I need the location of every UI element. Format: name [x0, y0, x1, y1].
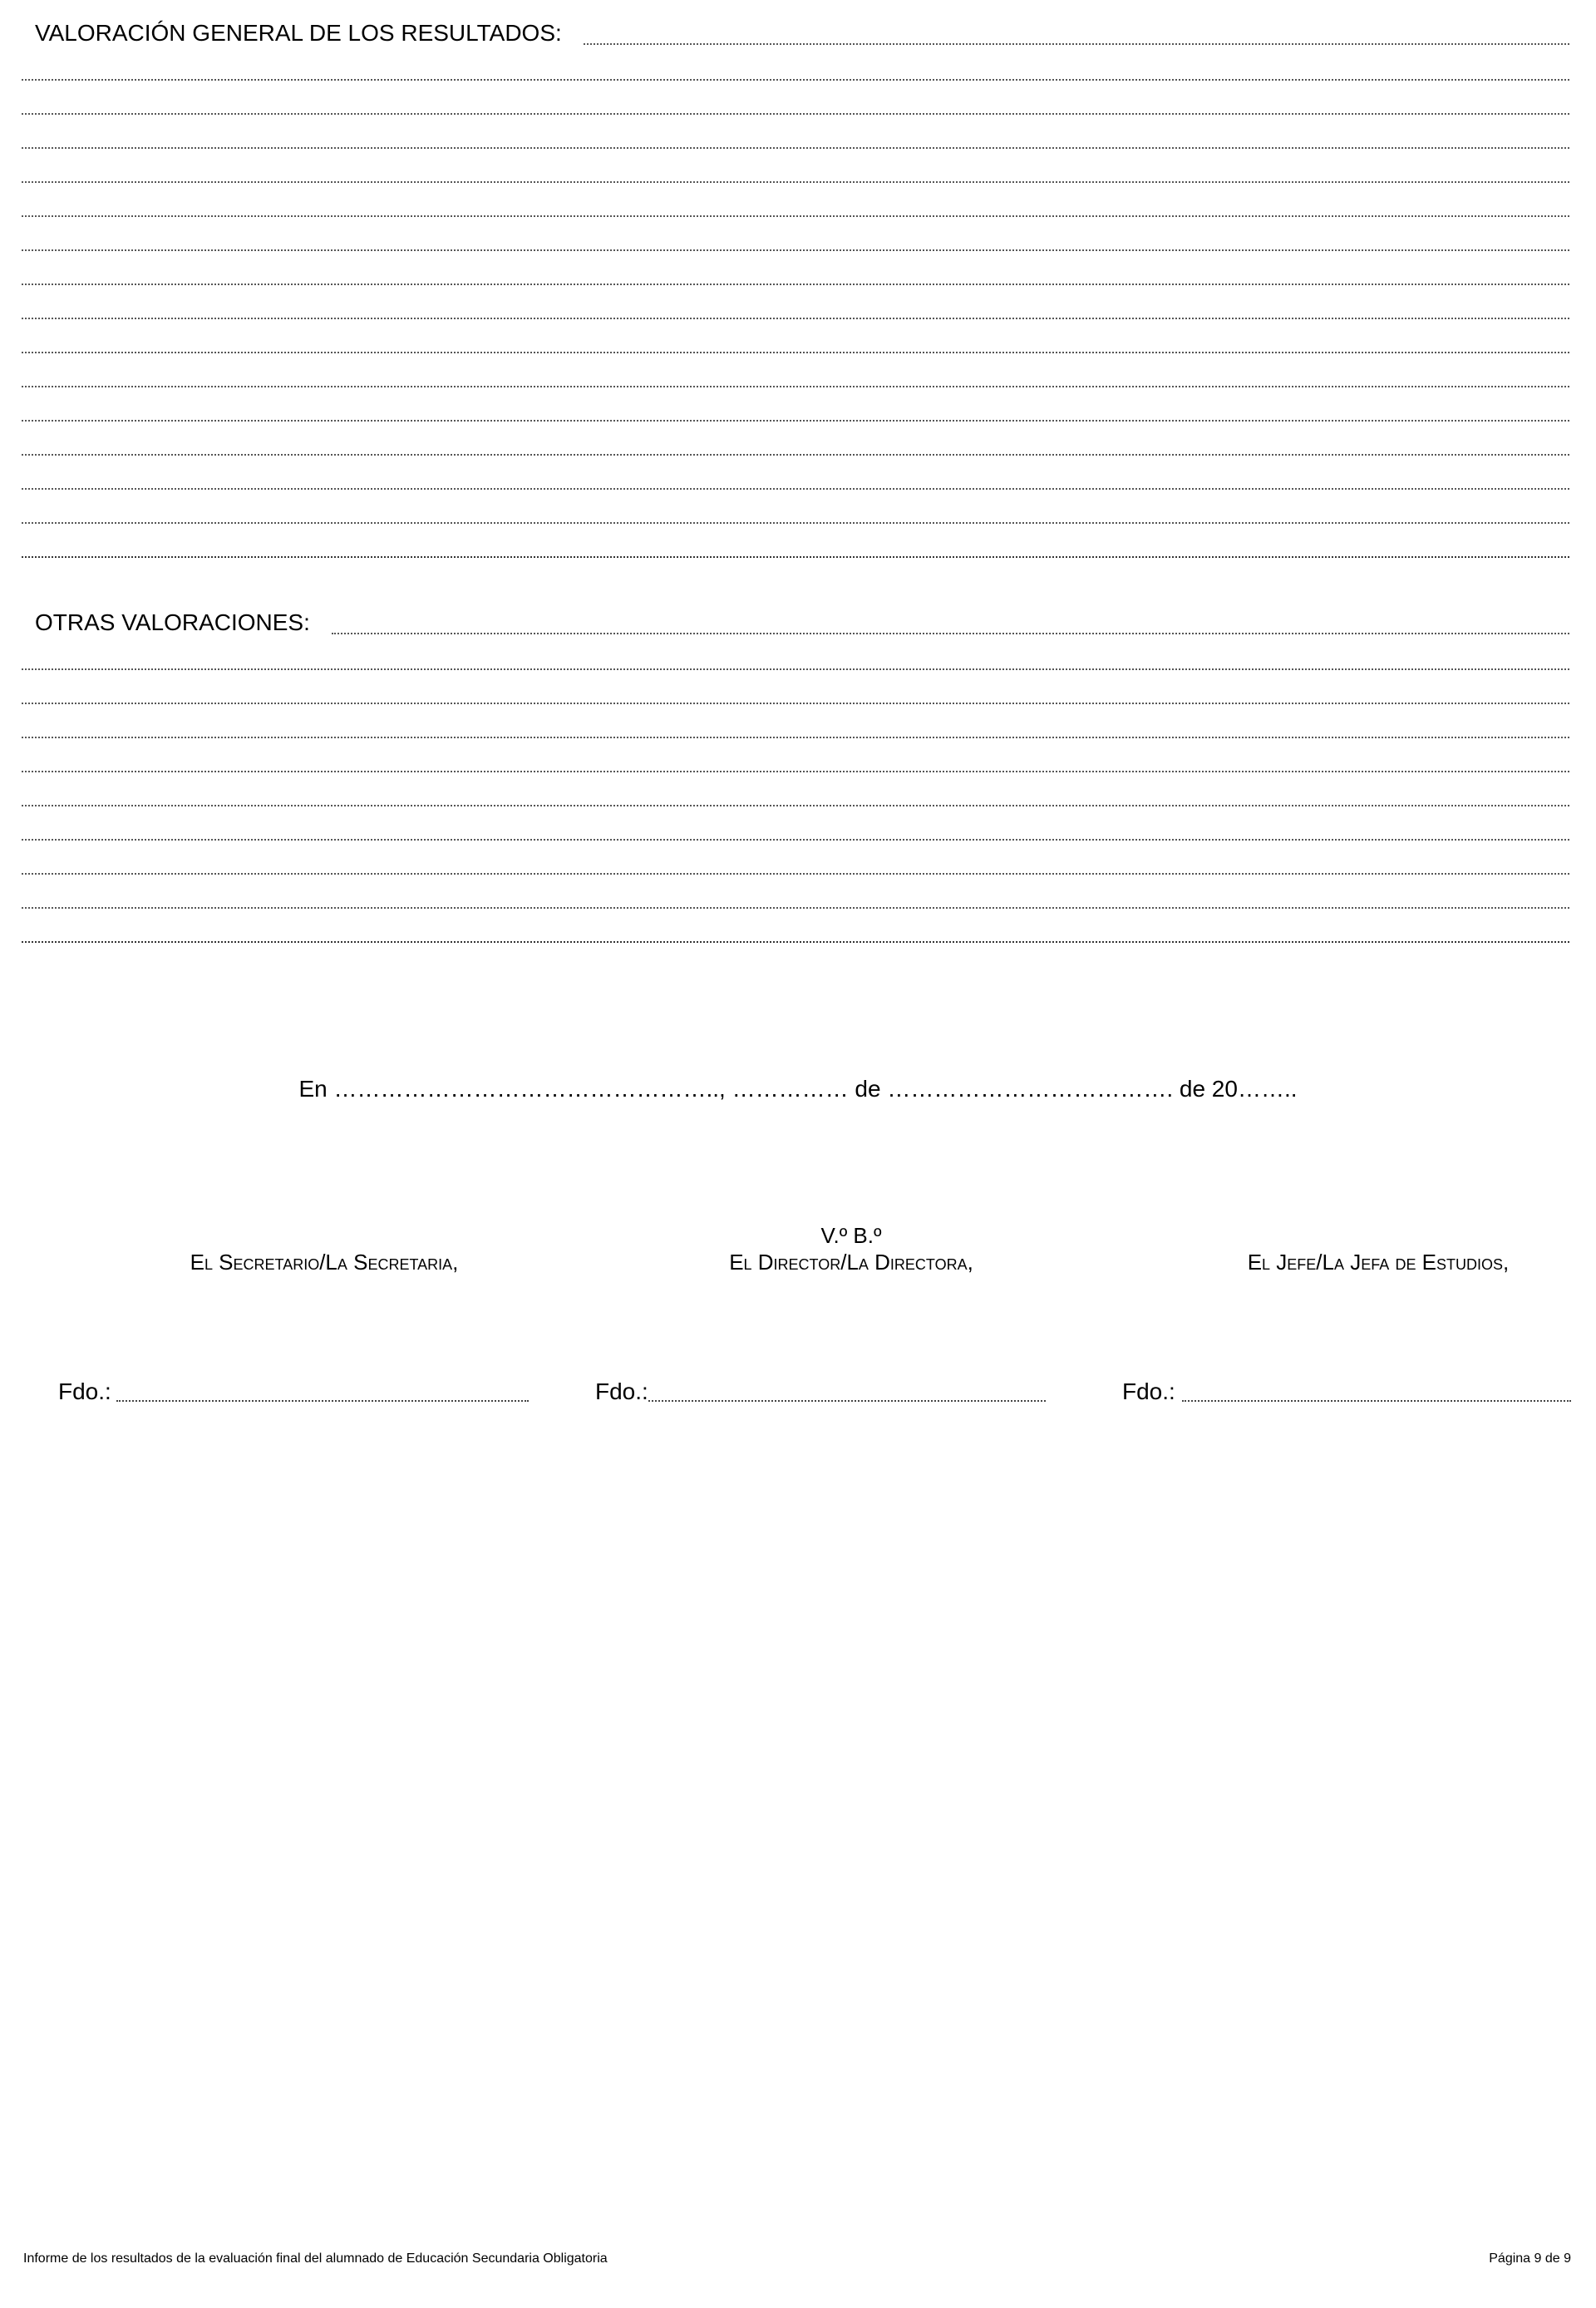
writing-line[interactable] — [22, 841, 1569, 875]
secretary-signature-block — [125, 1249, 524, 1275]
general-assessment-heading: VALORACIÓN GENERAL DE LOS RESULTADOS: — [35, 20, 562, 46]
writing-line[interactable] — [22, 217, 1569, 251]
general-assessment-section — [22, 10, 1569, 558]
writing-line[interactable] — [22, 149, 1569, 183]
writing-line[interactable] — [22, 875, 1569, 909]
writing-line[interactable] — [22, 115, 1569, 149]
writing-line[interactable] — [22, 456, 1569, 490]
writing-line[interactable] — [22, 47, 1569, 81]
other-assessments-section — [22, 599, 1569, 943]
footer-document-title: Informe de los resultados de la evaluación final del alumnado de Educación Secundaria Obligatoria — [23, 2251, 608, 2266]
other-assessments-heading-fill[interactable] — [332, 633, 1569, 634]
secretary-fdo-label: Fdo.: — [58, 1378, 111, 1404]
director-vb-label: V.º B.º — [820, 1223, 882, 1248]
writing-line[interactable] — [22, 738, 1569, 772]
writing-line[interactable] — [22, 81, 1569, 115]
head-of-studies-signature-line[interactable] — [1182, 1400, 1571, 1402]
director-fdo-label: Fdo.: — [595, 1378, 648, 1404]
writing-line[interactable] — [22, 251, 1569, 285]
head-of-studies-fdo-label: Fdo.: — [1122, 1378, 1175, 1404]
writing-line[interactable] — [22, 387, 1569, 422]
head-of-studies-title: El Jefe/La Jefa de Estudios, — [1247, 1250, 1510, 1275]
writing-line[interactable] — [22, 490, 1569, 524]
writing-line[interactable] — [22, 285, 1569, 319]
head-of-studies-signature-block — [1179, 1249, 1578, 1275]
other-assessments-lines — [22, 636, 1569, 943]
director-signature-block — [652, 1222, 1051, 1275]
writing-line[interactable] — [22, 806, 1569, 841]
secretary-signature-line[interactable] — [116, 1400, 529, 1402]
writing-line[interactable] — [22, 636, 1569, 670]
secretary-title: El Secretario/La Secretaria, — [190, 1250, 459, 1275]
other-assessments-heading: OTRAS VALORACIONES: — [35, 609, 310, 635]
writing-line[interactable] — [22, 353, 1569, 387]
general-assessment-lines — [22, 47, 1569, 558]
secretary-fdo — [58, 1378, 529, 1405]
writing-line[interactable] — [22, 670, 1569, 704]
place-date-line: En ………………………………………….., …………… de ………………………………. de 20…….. — [298, 1076, 1298, 1102]
writing-line[interactable] — [22, 704, 1569, 738]
writing-line[interactable] — [22, 524, 1569, 558]
writing-line[interactable] — [22, 319, 1569, 353]
general-assessment-heading-row — [22, 10, 1569, 47]
other-assessments-heading-row — [22, 599, 1569, 636]
writing-line[interactable] — [22, 422, 1569, 456]
head-of-studies-fdo — [1122, 1378, 1571, 1405]
writing-line[interactable] — [22, 772, 1569, 806]
director-signature-line[interactable] — [648, 1400, 1046, 1402]
general-assessment-heading-fill[interactable] — [584, 43, 1569, 45]
writing-line[interactable] — [22, 909, 1569, 943]
writing-line[interactable] — [22, 183, 1569, 217]
director-title: El Director/La Directora, — [729, 1250, 973, 1275]
footer-page-number: Página 9 de 9 — [1489, 2251, 1571, 2266]
director-fdo — [595, 1378, 1046, 1405]
